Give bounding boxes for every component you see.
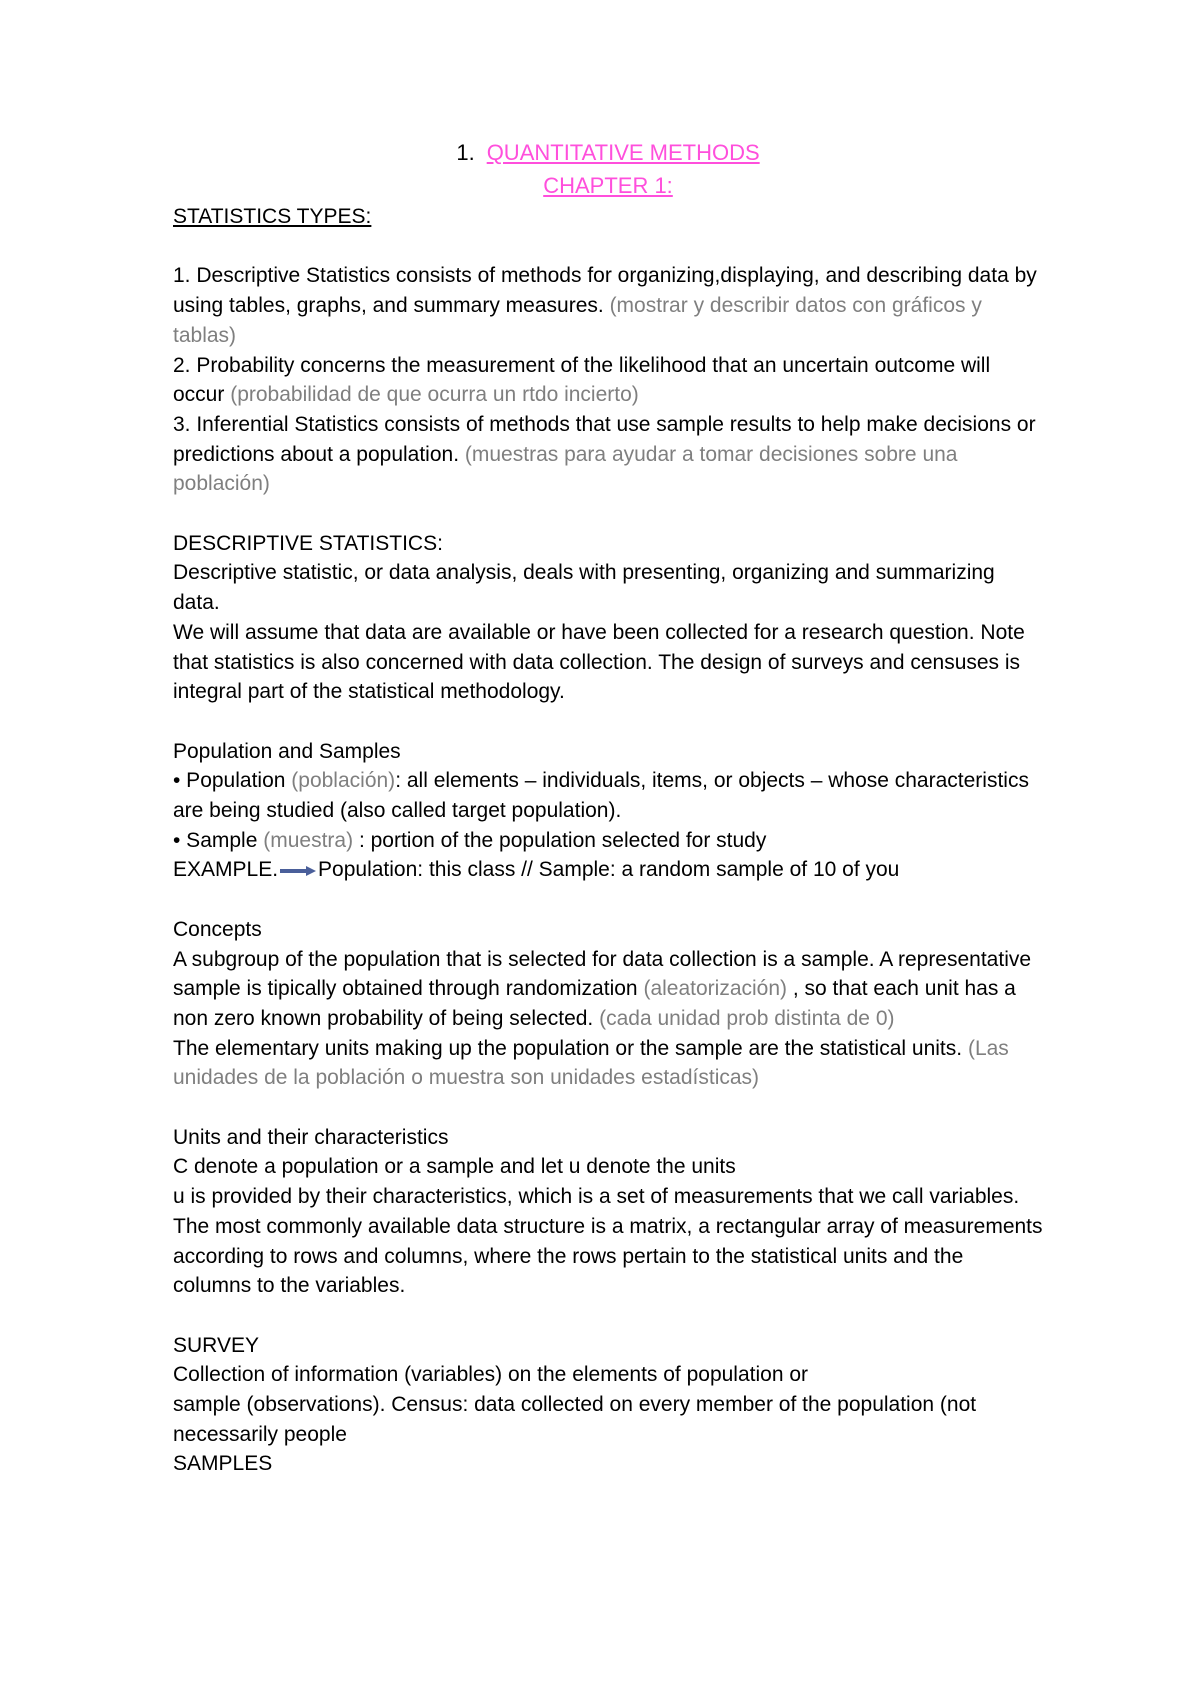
title-number: 1. bbox=[456, 140, 475, 165]
sample-gloss: (muestra) bbox=[263, 828, 354, 852]
document-page bbox=[173, 0, 1043, 1479]
document-title bbox=[173, 136, 1043, 169]
units-line-3: The most commonly available data structure is a matrix, a rectangular array of measurements according to rows and columns, where the rows pertain to the statistical units and the columns to the variables. bbox=[173, 1214, 1043, 1298]
statistics-type-descriptive bbox=[173, 261, 1043, 350]
population-definition: : all elements – individuals, items, or objects – whose characteristics are being studied (also called target population). bbox=[173, 769, 1029, 823]
sample-definition: : portion of the population selected for study bbox=[358, 828, 767, 852]
concepts-heading: Concepts bbox=[173, 917, 262, 941]
item3-text: 3. Inferential Statistics consists of methods that use sample results to help make decisions or predictions about a population. bbox=[173, 412, 1036, 466]
survey-heading: SURVEY bbox=[173, 1333, 259, 1357]
population-term: • Population bbox=[173, 769, 286, 793]
concepts-p1-cont: , so that each unit has a non zero known probability of being selected. bbox=[173, 977, 1016, 1030]
units-heading: Units and their characteristics bbox=[173, 1125, 449, 1149]
descriptive-paragraph-1: Descriptive statistic, or data analysis, deals with presenting, organizing and summarizing data. bbox=[173, 561, 995, 615]
sample-term: • Sample bbox=[173, 828, 258, 852]
example-line bbox=[173, 855, 1043, 885]
concepts-p1-text: A subgroup of the population that is selected for data collection is a sample. A representative sample is tipically obtained through randomization bbox=[173, 947, 1032, 1001]
units-line-1: C denote a population or a sample and let u denote the units bbox=[173, 1155, 736, 1179]
item1-text: 1. Descriptive Statistics consists of methods for organizing,displaying, and describing data by using tables, graphs, and summary measures. bbox=[173, 264, 1037, 318]
statistics-types-heading: STATISTICS TYPES: bbox=[173, 205, 372, 228]
survey-line-1: Collection of information (variables) on the elements of population or bbox=[173, 1363, 809, 1387]
randomization-gloss: (aleatorización) bbox=[643, 977, 788, 1001]
statistics-type-probability bbox=[173, 351, 1043, 410]
population-gloss: (población) bbox=[291, 769, 396, 793]
population-samples-heading: Population and Samples bbox=[173, 739, 401, 763]
probability-gloss: (cada unidad prob distinta de 0) bbox=[599, 1006, 895, 1030]
item2-gloss: (probabilidad de que ocurra un rtdo incierto) bbox=[230, 383, 639, 407]
title-main: QUANTITATIVE METHODS bbox=[486, 140, 760, 165]
survey-line-2: sample (observations). Census: data collected on every member of the population (not necessarily people bbox=[173, 1393, 977, 1446]
chapter-title bbox=[173, 169, 1043, 202]
concepts-paragraph-1 bbox=[173, 945, 1043, 1034]
sample-bullet bbox=[173, 826, 1043, 856]
population-bullet bbox=[173, 766, 1043, 825]
concepts-paragraph-2 bbox=[173, 1034, 1043, 1093]
right-arrow-icon bbox=[280, 865, 316, 877]
descriptive-paragraph-2: We will assume that data are available or have been collected for a research question. Note that statistics is also concerned with data collection. The design of surveys and censuses is integral part of the statistical methodology. bbox=[173, 620, 1025, 704]
item2-text: 2. Probability concerns the measurement of the likelihood that an uncertain outcome will occur bbox=[173, 353, 991, 407]
statistics-type-inferential bbox=[173, 410, 1043, 499]
samples-heading: SAMPLES bbox=[173, 1452, 273, 1476]
chapter-label: CHAPTER 1: bbox=[543, 173, 673, 198]
concepts-p2-text: The elementary units making up the population or the sample are the statistical units. bbox=[173, 1036, 963, 1060]
item3-gloss: (muestras para ayudar a tomar decisiones sobre una población) bbox=[173, 442, 958, 496]
descriptive-statistics-heading: DESCRIPTIVE STATISTICS: bbox=[173, 531, 443, 555]
example-label: EXAMPLE. bbox=[173, 858, 279, 882]
item1-gloss: (mostrar y describir datos con gráficos y tablas) bbox=[173, 294, 982, 347]
example-text: Population: this class // Sample: a random sample of 10 of you bbox=[318, 858, 900, 882]
units-gloss: (Las unidades de la población o muestra son unidades estadísticas) bbox=[173, 1036, 1009, 1090]
units-line-2: u is provided by their characteristics, which is a set of measurements that we call variables. bbox=[173, 1185, 1020, 1209]
